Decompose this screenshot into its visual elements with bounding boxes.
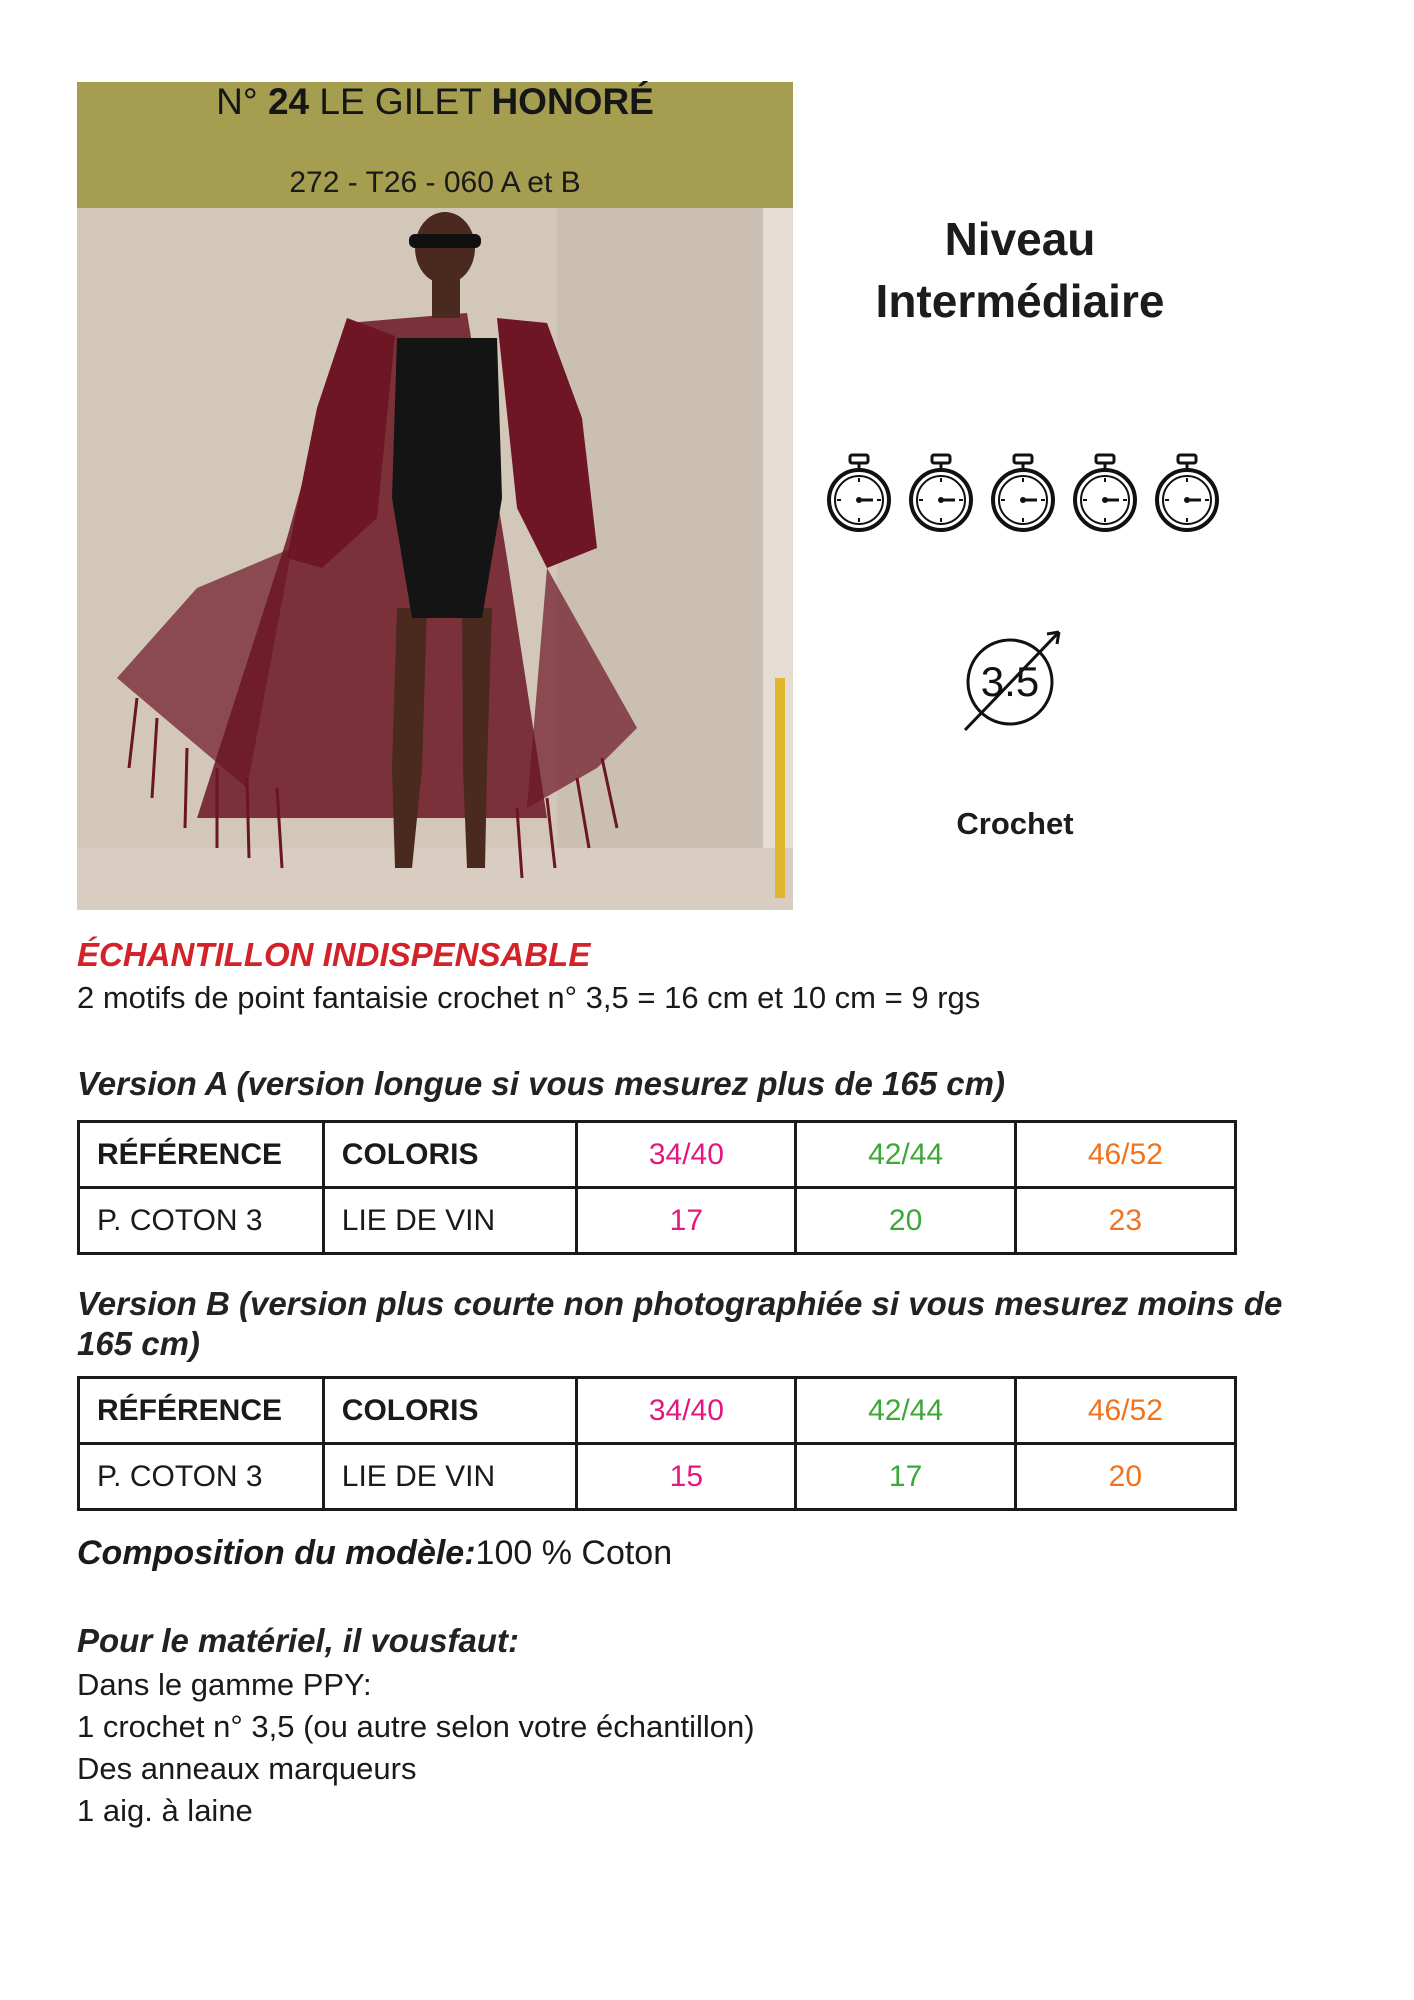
header-size-2: 42/44 <box>796 1122 1015 1188</box>
table-header-row <box>79 1378 1236 1444</box>
stopwatch-icon <box>902 452 980 534</box>
pattern-header <box>77 82 793 910</box>
level-line-2: Intermédiaire <box>875 275 1165 327</box>
cell-reference: P. COTON 3 <box>79 1188 324 1254</box>
model-photo <box>77 208 793 910</box>
header-size-3: 46/52 <box>1015 1122 1235 1188</box>
crochet-hook-icon <box>955 618 1075 736</box>
sample-text: 2 motifs de point fantaisie crochet n° 3,5 = 16 cm et 10 cm = 9 rgs <box>77 980 981 1015</box>
material-list <box>77 1664 755 1832</box>
version-b-table <box>77 1376 1237 1511</box>
list-item: Dans le gamme PPY: <box>77 1667 372 1702</box>
list-item: 1 crochet n° 3,5 (ou autre selon votre échantillon) <box>77 1709 755 1744</box>
stopwatch-icon <box>984 452 1062 534</box>
header-size-3: 46/52 <box>1015 1378 1235 1444</box>
tool-label: Crochet <box>956 806 1074 841</box>
cell-size-1: 15 <box>577 1444 796 1510</box>
sample-title: ÉCHANTILLON INDISPENSABLE <box>77 936 591 973</box>
pattern-reference: 272 - T26 - 060 A et B <box>289 166 581 199</box>
cell-reference: P. COTON 3 <box>79 1444 324 1510</box>
composition-label: Composition du modèle: <box>77 1534 476 1572</box>
cell-size-2: 17 <box>796 1444 1015 1510</box>
list-item: 1 aig. à laine <box>77 1793 253 1828</box>
header-reference: RÉFÉRENCE <box>79 1122 324 1188</box>
list-item: Des anneaux marqueurs <box>77 1751 417 1786</box>
hook-size: 3.5 <box>980 658 1040 705</box>
stopwatch-icon <box>1148 452 1226 534</box>
composition-value: 100 % Coton <box>475 1534 673 1572</box>
version-a-title: Version A (version longue si vous mesurez plus de 165 cm) <box>77 1065 1005 1102</box>
header-color: COLORIS <box>323 1378 576 1444</box>
cell-size-3: 23 <box>1015 1188 1235 1254</box>
difficulty-level <box>820 208 1220 332</box>
version-b-title: Version B (version plus courte non photographiée si vous mesurez moins de 165 cm) <box>77 1285 1283 1362</box>
header-color: COLORIS <box>323 1122 576 1188</box>
cell-color: LIE DE VIN <box>323 1188 576 1254</box>
cell-size-1: 17 <box>577 1188 796 1254</box>
pattern-title <box>77 82 793 122</box>
pattern-name: HONORÉ <box>491 81 654 122</box>
material-title: Pour le matériel, il vousfaut: <box>77 1622 519 1659</box>
table-row <box>79 1444 1236 1510</box>
cell-size-2: 20 <box>796 1188 1015 1254</box>
table-row <box>79 1188 1236 1254</box>
table-header-row <box>79 1122 1236 1188</box>
level-line-1: Niveau <box>944 213 1096 265</box>
name-prefix: LE GILET <box>309 81 492 122</box>
title-band <box>77 82 793 208</box>
version-a-table <box>77 1120 1237 1255</box>
header-reference: RÉFÉRENCE <box>79 1378 324 1444</box>
cell-color: LIE DE VIN <box>323 1444 576 1510</box>
header-size-1: 34/40 <box>577 1122 796 1188</box>
composition <box>77 1534 672 1573</box>
header-size-1: 34/40 <box>577 1378 796 1444</box>
difficulty-timers <box>820 452 1226 534</box>
pattern-number: 24 <box>267 81 310 122</box>
cell-size-3: 20 <box>1015 1444 1235 1510</box>
stopwatch-icon <box>1066 452 1144 534</box>
header-size-2: 42/44 <box>796 1378 1015 1444</box>
number-prefix: N° <box>216 81 268 122</box>
stopwatch-icon <box>820 452 898 534</box>
